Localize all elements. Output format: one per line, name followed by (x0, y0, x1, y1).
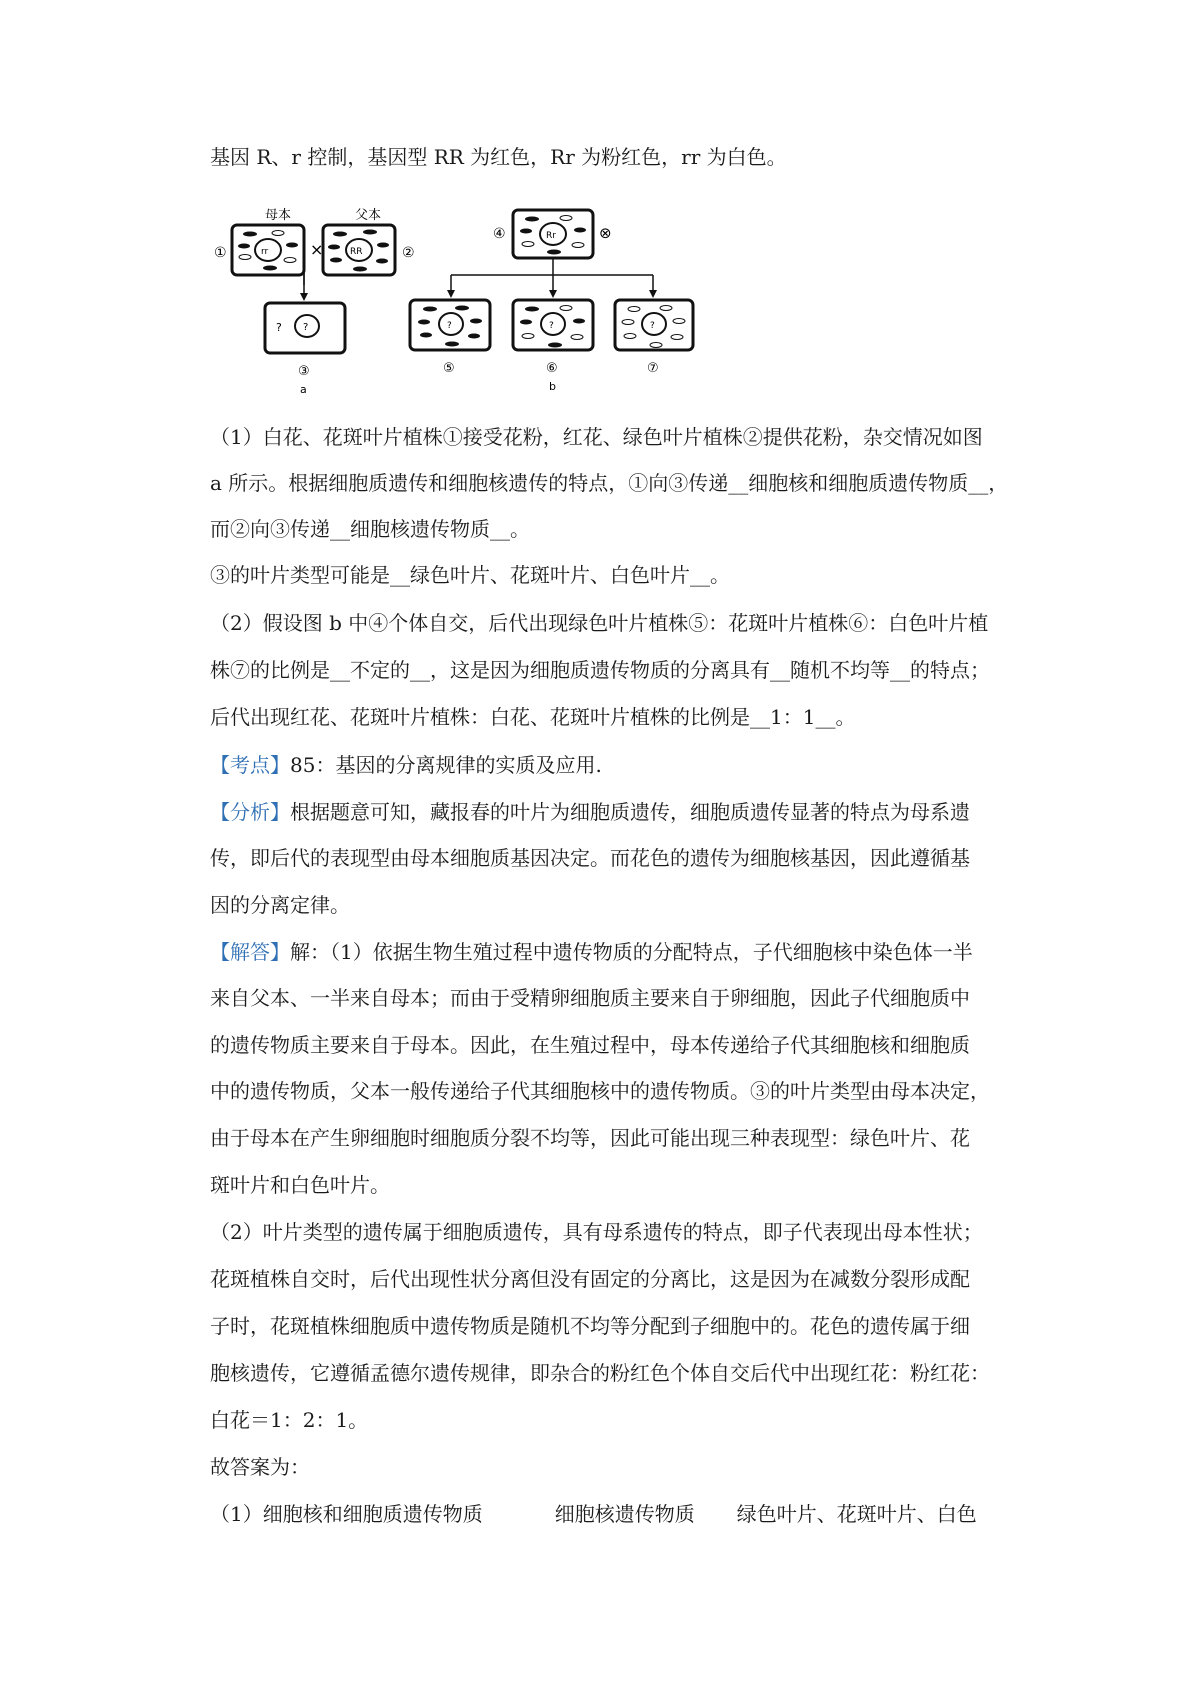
genotype-RR: RR (350, 247, 363, 257)
cell-2-father (323, 225, 395, 275)
q1-punct-3: 。 (710, 563, 730, 587)
q2-text-1: （2）假设图 b 中④个体自交，后代出现绿色叶片植株⑤：花斑叶片植株⑥：白色叶片植 (210, 611, 989, 635)
final-answer-line (210, 1499, 1025, 1529)
label-5: ⑤ (443, 361, 455, 376)
q2-text-4: 的特点； (910, 658, 990, 682)
jieda-text-3: 的遗传物质主要来自于母本。因此，在生殖过程中，母本传递给子代其细胞核和细胞质 (210, 1033, 970, 1057)
q2-line-1 (210, 608, 1025, 638)
q1-line-1 (210, 422, 1025, 452)
q2-punct: 。 (835, 705, 856, 729)
q1-punct-1: ， (988, 471, 1009, 495)
jieda-line-6 (210, 1170, 1025, 1200)
cell-3-offspring (265, 303, 345, 353)
answer-heading-line (210, 1452, 1025, 1482)
fenxi-tag: 【分析】 (210, 800, 290, 824)
q2-line-3 (210, 702, 1025, 732)
fenxi-text-3: 因的分离定律。 (210, 893, 350, 917)
q1-line-2 (210, 468, 1025, 498)
jieda-line-7 (210, 1217, 1025, 1247)
q1-text-1: （1）白花、花斑叶片植株①接受花粉，红花、绿色叶片植株②提供花粉，杂交情况如图 (210, 425, 983, 449)
final-answer-1: （1）细胞核和细胞质遗传物质 (210, 1502, 483, 1526)
cross-symbol: × (310, 240, 324, 259)
q1-answer-2: __细胞核遗传物质__ (330, 517, 510, 541)
cell-1-mother (232, 225, 304, 275)
q1-text-4: ③的叶片类型可能是 (210, 563, 390, 587)
jieda-line-11 (210, 1405, 1025, 1435)
label-1: ① (214, 245, 227, 261)
jieda-text-8: 花斑植株自交时，后代出现性状分离但没有固定的分离比，这是因为在减数分裂形成配 (210, 1267, 970, 1291)
q1-line-3 (210, 514, 1025, 544)
jieda-text-2: 来自父本、一半来自母本；而由于受精卵细胞质主要来自于卵细胞，因此子代细胞质中 (210, 986, 970, 1010)
cell-5-offspring (410, 300, 490, 350)
label-3: ③ (298, 364, 310, 379)
jieda-line-4 (210, 1076, 1025, 1106)
cross-diagram (210, 205, 770, 410)
jieda-text-7: （2）叶片类型的遗传属于细胞质遗传，具有母系遗传的特点，即子代表现出母本性状； (210, 1220, 983, 1244)
mother-label: 母本 (265, 208, 292, 223)
unknown-nucleus-3: ? (303, 322, 309, 333)
cell-4-parent (513, 210, 593, 258)
figure-b-label: b (549, 380, 556, 393)
q2-answer-1: __不定的__ (330, 658, 430, 682)
q1-text-3: 而②向③传递 (210, 517, 330, 541)
fenxi-line-1 (210, 797, 1025, 827)
q2-answer-2: __随机不均等__ (770, 658, 910, 682)
father-label: 父本 (355, 208, 382, 223)
jieda-line-2 (210, 983, 1025, 1013)
jieda-line-8 (210, 1264, 1025, 1294)
jieda-line-1 (210, 937, 1025, 967)
jieda-text-1: 解：（1）依据生物生殖过程中遗传物质的分配特点，子代细胞核中染色体一半 (290, 940, 973, 964)
jieda-tag: 【解答】 (210, 940, 290, 964)
q2-line-2 (210, 655, 1025, 685)
jieda-line-3 (210, 1030, 1025, 1060)
label-7: ⑦ (647, 361, 659, 376)
fenxi-text-2: 传，即后代的表现型由母本细胞质基因决定。而花色的遗传为细胞核基因，因此遵循基 (210, 846, 970, 870)
q1-line-4 (210, 560, 1025, 590)
kaodian-line (210, 750, 1025, 780)
cell-6-offspring (513, 300, 593, 350)
kaodian-text: 85：基因的分离规律的实质及应用. (290, 753, 602, 777)
genetics-figure (210, 205, 770, 410)
genotype-Rr: Rr (546, 231, 556, 241)
fenxi-text-1: 根据题意可知，藏报春的叶片为细胞质遗传，细胞质遗传显著的特点为母系遗 (290, 800, 970, 824)
q2-text-2: 株⑦的比例是 (210, 658, 330, 682)
answer-heading: 故答案为： (210, 1455, 310, 1479)
selfing-symbol: ⊗ (599, 224, 612, 242)
q2-answer-3: __1：1__ (750, 705, 836, 729)
fenxi-line-2 (210, 843, 1025, 873)
jieda-text-10: 胞核遗传，它遵循孟德尔遗传规律，即杂合的粉红色个体自交后代中出现红花：粉红花： (210, 1361, 990, 1385)
cell-7-offspring (615, 300, 693, 350)
figure-a-label: a (300, 383, 307, 396)
jieda-line-5 (210, 1123, 1025, 1153)
jieda-text-5: 由于母本在产生卵细胞时细胞质分裂不均等，因此可能出现三种表现型：绿色叶片、花 (210, 1126, 970, 1150)
genotype-rr: rr (261, 247, 269, 257)
unknown-nucleus-6: ? (549, 321, 554, 331)
q2-text-5: 后代出现红花、花斑叶片植株：白花、花斑叶片植株的比例是 (210, 705, 750, 729)
q2-text-3: ，这是因为细胞质遗传物质的分离具有 (430, 658, 770, 682)
label-2: ② (402, 245, 415, 261)
label-4: ④ (493, 226, 506, 242)
jieda-text-6: 斑叶片和白色叶片。 (210, 1173, 390, 1197)
jieda-line-10 (210, 1358, 1025, 1388)
q1-answer-1: __细胞核和细胞质遗传物质__ (728, 471, 989, 495)
label-6: ⑥ (546, 361, 558, 376)
unknown-nucleus-5: ? (447, 321, 452, 331)
q1-answer-3: __绿色叶片、花斑叶片、白色叶片__ (390, 563, 710, 587)
jieda-line-9 (210, 1311, 1025, 1341)
kaodian-tag: 【考点】 (210, 753, 290, 777)
q1-text-2: a 所示。根据细胞质遗传和细胞核遗传的特点，①向③传递 (210, 471, 729, 495)
fenxi-line-3 (210, 890, 1025, 920)
final-answer-3: 绿色叶片、花斑叶片、白色 (736, 1502, 977, 1526)
final-answer-2: 细胞核遗传物质 (554, 1502, 695, 1526)
q1-punct-2: 。 (510, 517, 530, 541)
jieda-text-11: 白花＝1：2：1。 (210, 1408, 369, 1432)
intro-text: 基因 R、r 控制，基因型 RR 为红色，Rr 为粉红色，rr 为白色。 (210, 145, 787, 169)
unknown-nucleus-7: ? (650, 321, 655, 331)
jieda-text-9: 子时，花斑植株细胞质中遗传物质是随机不均等分配到子细胞中的。花色的遗传属于细 (210, 1314, 970, 1338)
unknown-cytoplasm-3: ? (276, 321, 282, 334)
intro-line (210, 142, 1025, 172)
jieda-text-4: 中的遗传物质，父本一般传递给子代其细胞核中的遗传物质。③的叶片类型由母本决定， (210, 1079, 990, 1103)
